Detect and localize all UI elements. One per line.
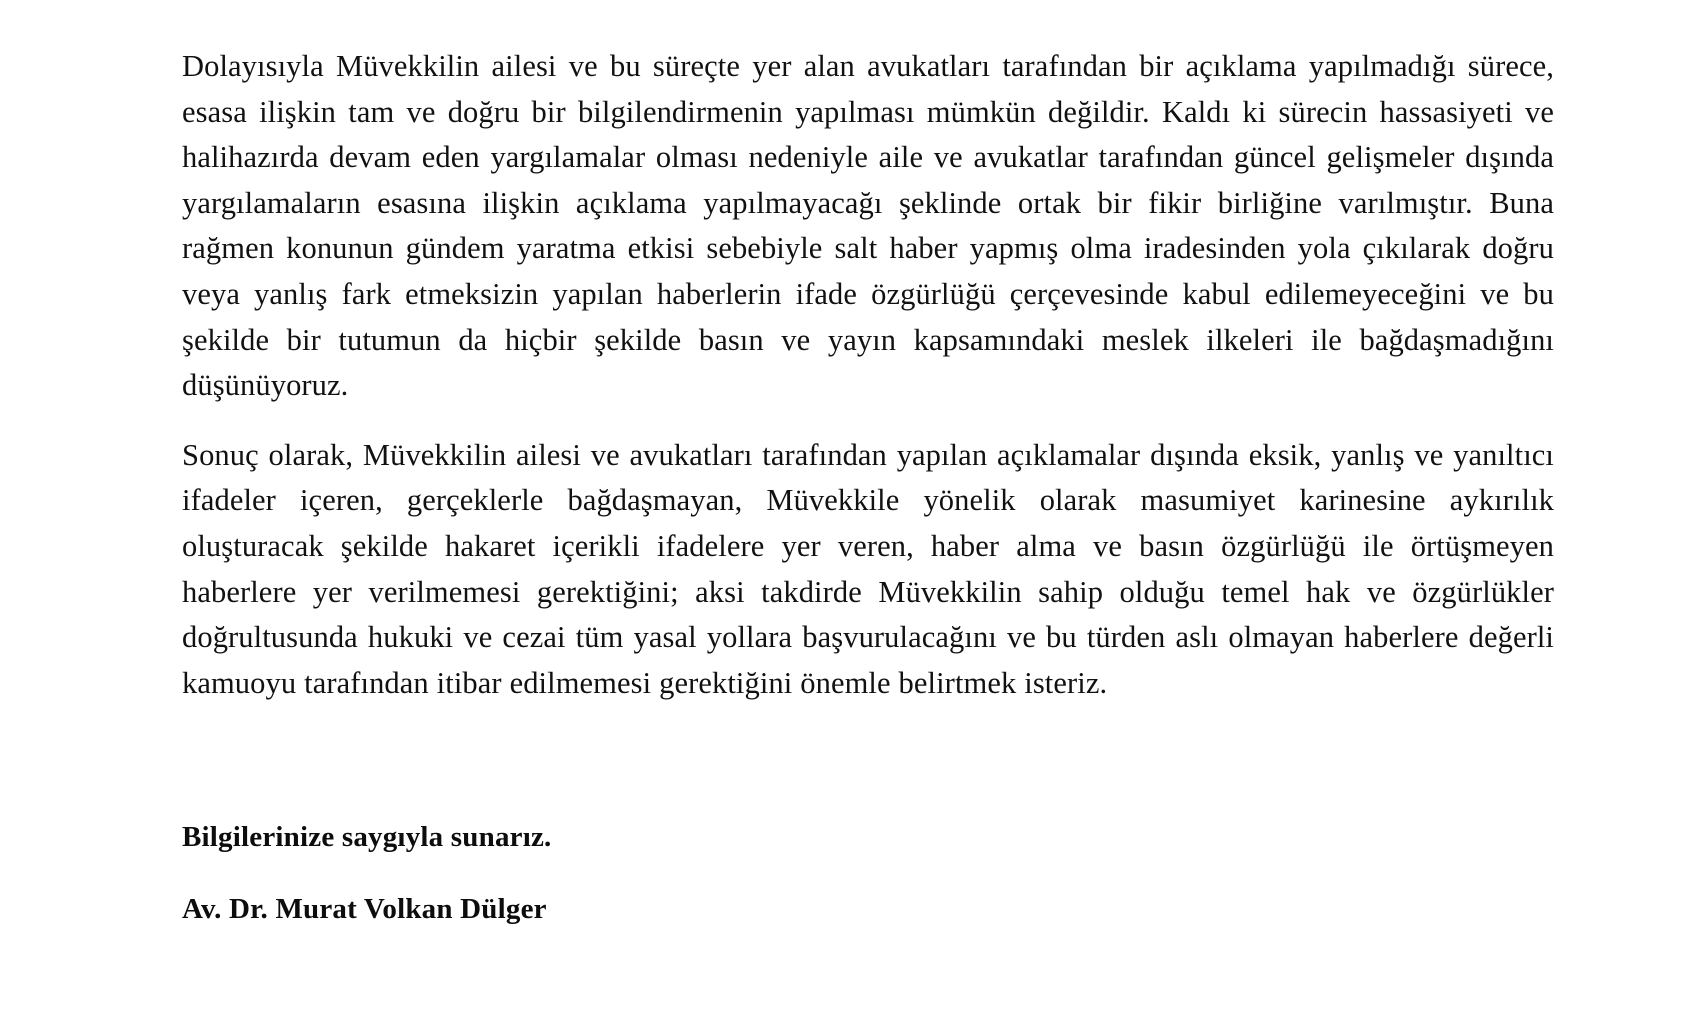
paragraph-1: Dolayısıyla Müvekkilin ailesi ve bu süreçte yer alan avukatları tarafından bir açıklama yapılmadığı sürece, esasa ilişkin tam ve doğru bir bilgilendirmenin yapılması mümkün değildir. Kaldı ki sürecin hassasiyeti ve halihazırda devam eden yargılamalar olması nedeniyle aile ve avukatlar tarafından güncel gelişmeler dışında yargılamaların esasına ilişkin açıklama yapılmayacağı şeklinde ortak bir fikir birliğine varılmıştır. Buna rağmen konunun gündem yaratma etkisi sebebiyle salt haber yapmış olma iradesinden yola çıkılarak doğru veya yanlış fark etmeksizin yapılan haberlerin ifade özgürlüğü çerçevesinde kabul edilemeyeceğini ve bu şekilde bir tutumun da hiçbir şekilde basın ve yayın kapsamındaki meslek ilkeleri ile bağdaşmadığını düşünüyoruz. xyxy=(182,49,1554,403)
signature-block xyxy=(182,816,1554,931)
closing-salutation: Bilgilerinize saygıyla sunarız. xyxy=(182,821,552,854)
document-body xyxy=(182,44,1554,931)
signatory-name: Av. Dr. Murat Volkan Dülger xyxy=(182,892,547,925)
paragraph-2: Sonuç olarak, Müvekkilin ailesi ve avukatları tarafından yapılan açıklamalar dışında eksik, yanlış ve yanıltıcı ifadeler içeren, gerçeklerle bağdaşmayan, Müvekkile yönelik olarak masumiyet karinesine aykırılık oluşturacak şekilde hakaret içerikli ifadelere yer veren, haber alma ve basın özgürlüğü ile örtüşmeyen haberlere yer verilmemesi gerektiğini; aksi takdirde Müvekkilin sahip olduğu temel hak ve özgürlükler doğrultusunda hukuki ve cezai tüm yasal yollara başvurulacağını ve bu türden aslı olmayan haberlere değerli kamuoyu tarafından itibar edilmemesi gerektiğini önemle belirtmek isteriz. xyxy=(182,437,1554,700)
